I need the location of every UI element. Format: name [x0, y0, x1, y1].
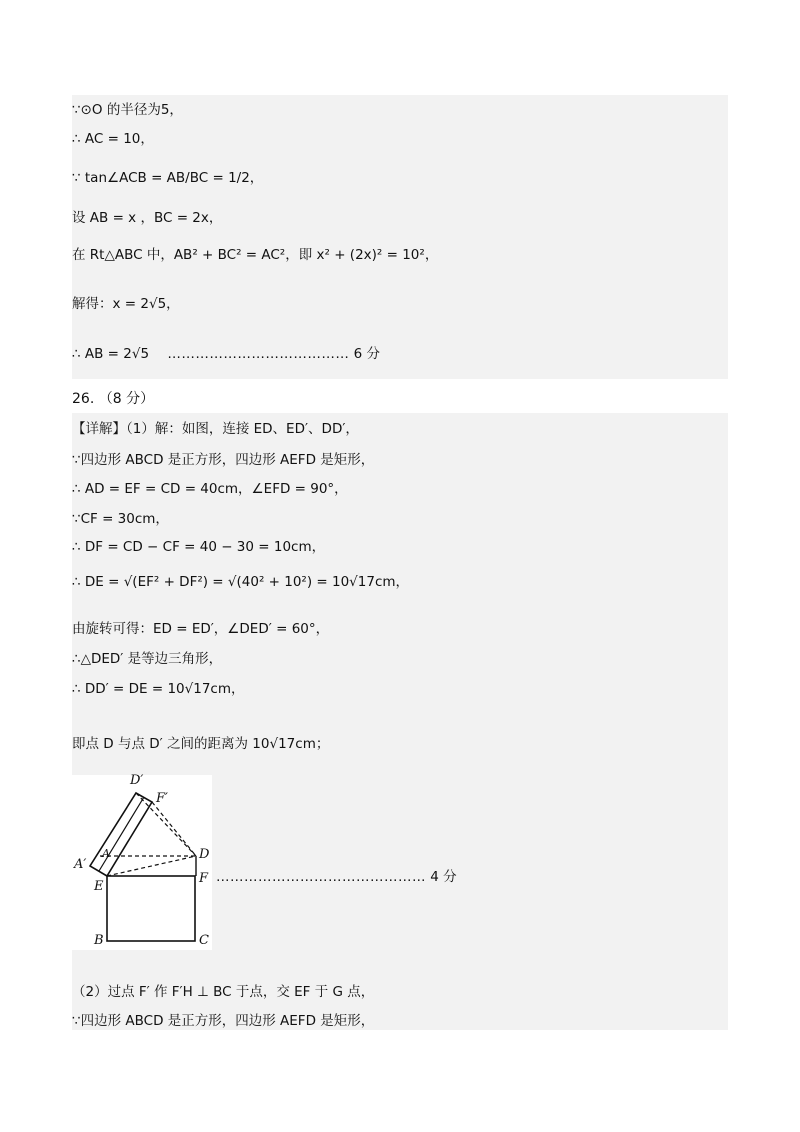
label-f-prime: F′ — [156, 791, 168, 806]
score-line — [72, 345, 380, 363]
text-line: ∵四边形 ABCD 是正方形，四边形 AEFD 是矩形， — [72, 452, 375, 468]
solution-block-2 — [72, 413, 728, 1030]
solution-block-1 — [72, 95, 728, 379]
question-heading: 26. （8 分） — [72, 391, 155, 407]
text-line: ∴ DD′ = DE = 10√17cm， — [72, 681, 245, 697]
text-line: 在 Rt△ABC 中，AB² + BC² = AC²，即 x² + (2x)² = 10²， — [72, 247, 439, 263]
label-d-prime: D′ — [130, 773, 144, 788]
score-dots: ………………………………… — [167, 346, 350, 362]
label-a-prime: A′ — [74, 857, 87, 872]
text-line: 【详解】（1）解：如图，连接 ED、ED′、DD′， — [72, 421, 359, 437]
text-line: ∴ AB = 2√5 — [72, 346, 150, 362]
text-line: ∴ AD = EF = CD = 40cm，∠EFD = 90°， — [72, 481, 348, 497]
rectangle-efcb — [107, 876, 195, 941]
text-line: ∴ DE = √(EF² + DF²) = √(40² + 10²) = 10√17cm， — [72, 574, 410, 590]
score-value: 4 分 — [430, 869, 457, 885]
text-line: （2）过点 F′ 作 F′H ⊥ BC 于点，交 EF 于 G 点， — [72, 984, 375, 1000]
text-line: 即点 D 与点 D′ 之间的距离为 10√17cm； — [72, 736, 330, 752]
label-d: D — [199, 847, 210, 862]
figure-svg — [72, 775, 212, 950]
text-line: ∴ DF = CD − CF = 40 − 30 = 10cm， — [72, 539, 326, 555]
label-f: F — [199, 871, 209, 886]
score-dots: ……………………………………… — [216, 869, 426, 885]
geometry-figure — [72, 775, 212, 950]
text-line: ∵四边形 ABCD 是正方形，四边形 AEFD 是矩形， — [72, 1013, 375, 1029]
text-line: 设 AB = x ，BC = 2x， — [72, 210, 223, 226]
label-c: C — [199, 933, 209, 948]
text-line: ∵ tan∠ACB = AB/BC = 1/2， — [72, 170, 264, 186]
label-b: B — [94, 933, 104, 948]
text-line: ∵CF = 30cm， — [72, 511, 169, 527]
label-a: A — [102, 847, 110, 860]
score-line — [216, 868, 457, 886]
text-line: ∴ AC = 10， — [72, 131, 154, 147]
label-e: E — [94, 879, 104, 894]
text-line: ∵⊙O 的半径为5， — [72, 102, 183, 118]
dashed-fd — [152, 802, 196, 856]
score-value: 6 分 — [353, 346, 381, 362]
text-line: ∴△DED′ 是等边三角形， — [72, 651, 223, 667]
text-line: 解得：x = 2√5， — [72, 296, 180, 312]
dashed-ed — [107, 856, 196, 876]
text-line: 由旋转可得：ED = ED′，∠DED′ = 60°， — [72, 621, 330, 637]
